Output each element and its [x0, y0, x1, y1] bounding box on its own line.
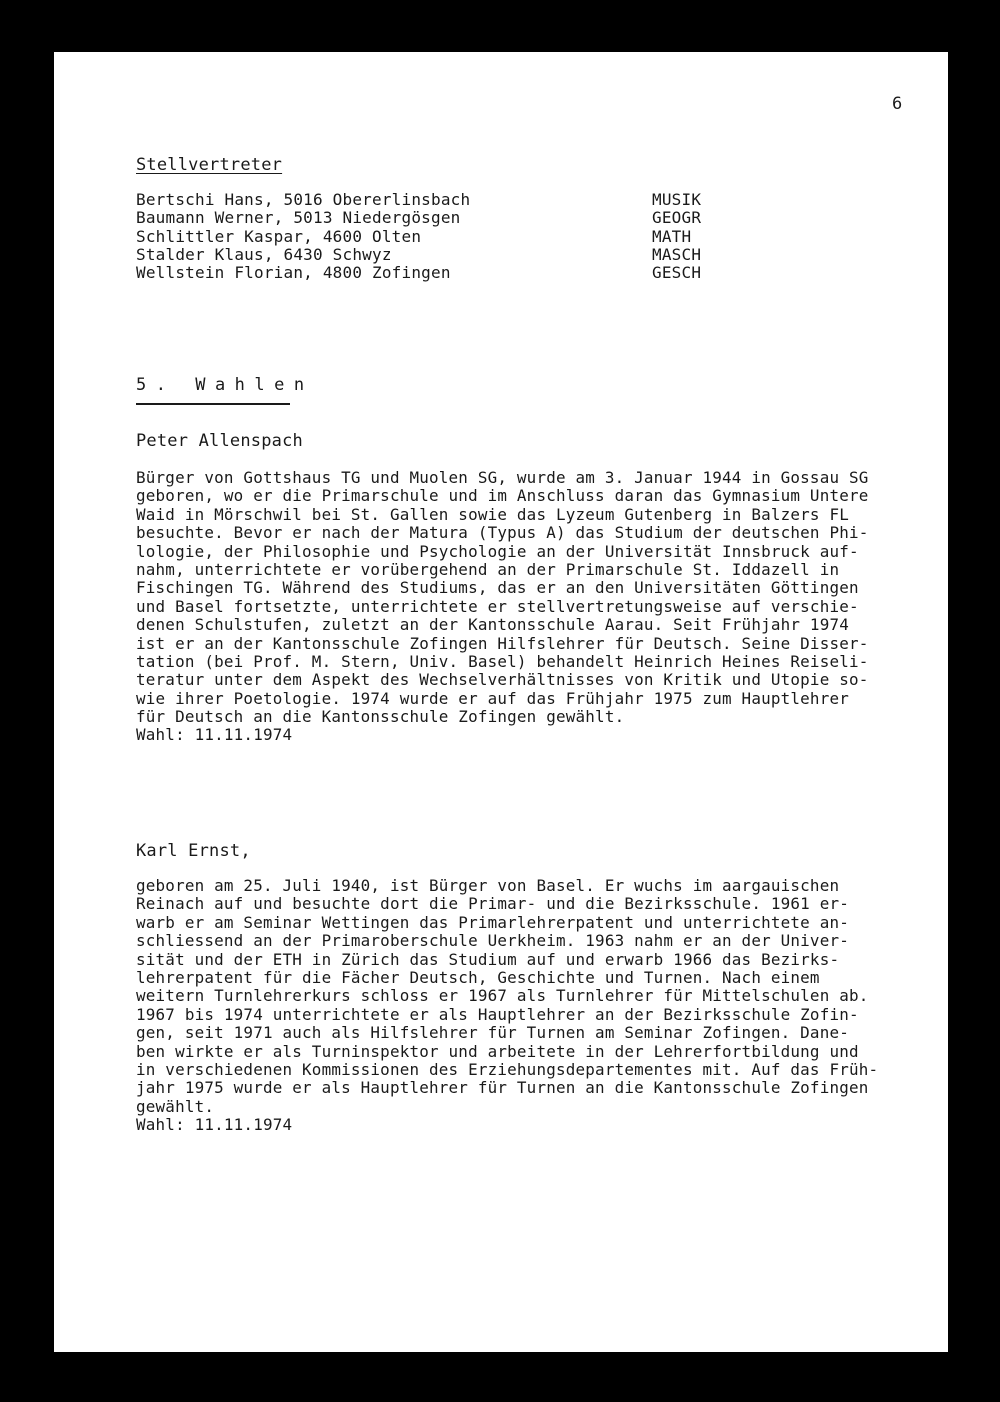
page-number: 6 [892, 94, 903, 114]
bio-line: weitern Turnlehrerkurs schloss er 1967 als Turnlehrer für Mittelschulen ab. [136, 986, 869, 1006]
bio-line: für Deutsch an die Kantonsschule Zofingen gewählt. [136, 707, 625, 727]
bio-line: Fischingen TG. Während des Studiums, das er an den Universitäten Göttingen [136, 578, 859, 598]
substitutes-list [136, 191, 736, 282]
election-date: Wahl: 11.11.1974 [136, 725, 293, 745]
bio-line: warb er am Seminar Wettingen das Primarlehrerpatent und unterrichtete an- [136, 912, 849, 932]
document-page [54, 52, 948, 1352]
person-name: Peter Allenspach [136, 431, 303, 451]
bio-line: Bürger von Gottshaus TG und Muolen SG, wurde am 3. Januar 1944 in Gossau SG [136, 468, 869, 487]
substitute-name: Wellstein Florian, 4800 Zofingen [136, 263, 451, 283]
bio-line: 1967 bis 1974 unterrichtete er als Hauptlehrer an der Bezirksschule Zofin- [136, 1004, 859, 1024]
bio-line: lologie, der Philosophie und Psychologie an der Universität Innsbruck auf- [136, 541, 859, 561]
substitutes-heading: Stellvertreter [136, 155, 283, 175]
bio-line: Reinach auf und besuchte dort die Primar- und die Bezirksschule. 1961 er- [136, 894, 849, 914]
substitute-name: Bertschi Hans, 5016 Obererlinsbach [136, 190, 471, 209]
substitute-name: Baumann Werner, 5013 Niedergösgen [136, 208, 461, 228]
bio-line: Waid in Mörschwil bei St. Gallen sowie das Lyzeum Gutenberg in Balzers FL [136, 504, 849, 524]
bio-line: in verschiedenen Kommissionen des Erziehungsdepartementes mit. Auf das Früh- [136, 1059, 879, 1079]
bio-line: denen Schulstufen, zuletzt an der Kantonsschule Aarau. Seit Frühjahr 1974 [136, 615, 849, 635]
bio-line: tation (bei Prof. M. Stern, Univ. Basel) behandelt Heinrich Heines Reiseli- [136, 651, 869, 671]
substitute-row [136, 191, 736, 209]
substitute-subject: GESCH [652, 263, 702, 283]
bio-line: ist er an der Kantonsschule Zofingen Hilfslehrer für Deutsch. Seine Disser- [136, 633, 869, 653]
bio-line: lehrerpatent für die Fächer Deutsch, Geschichte und Turnen. Nach einem [136, 967, 820, 987]
bio-line: ben wirkte er als Turninspektor und arbeitete in der Lehrerfortbildung und [136, 1041, 859, 1061]
bio-line: teratur unter dem Aspekt des Wechselverhältnisses von Kritik und Utopie so- [136, 670, 869, 690]
person-bio [136, 469, 916, 745]
substitute-subject: GEOGR [652, 208, 702, 228]
bio-line: schliessend an der Primaroberschule Uerkheim. 1963 nahm er an der Univer- [136, 931, 849, 951]
substitute-row [136, 209, 736, 227]
substitute-name: Schlittler Kaspar, 4600 Olten [136, 226, 422, 246]
election-date: Wahl: 11.11.1974 [136, 1115, 293, 1135]
bio-line: nahm, unterrichtete er vorübergehend an der Primarschule St. Iddazell in [136, 559, 840, 579]
section-title: 5. Wahlen [136, 375, 314, 395]
bio-line: jahr 1975 wurde er als Hauptlehrer für Turnen an die Kantonsschule Zofingen [136, 1078, 869, 1098]
bio-line: geboren am 25. Juli 1940, ist Bürger von Basel. Er wuchs im aargauischen [136, 876, 840, 895]
person-bio [136, 877, 916, 1134]
substitute-row [136, 264, 736, 282]
bio-line: gewählt. [136, 1096, 215, 1116]
substitute-name: Stalder Klaus, 6430 Schwyz [136, 244, 392, 264]
substitute-row [136, 228, 736, 246]
substitute-row [136, 246, 736, 264]
section-underline [136, 403, 290, 405]
bio-line: geboren, wo er die Primarschule und im Anschluss daran das Gymnasium Untere [136, 486, 869, 506]
bio-line: sität und der ETH in Zürich das Studium auf und erwarb 1966 das Bezirks- [136, 949, 840, 969]
substitute-subject: MUSIK [652, 190, 702, 209]
bio-line: und Basel fortsetzte, unterrichtete er stellvertretungsweise auf verschie- [136, 596, 859, 616]
bio-line: besuchte. Bevor er nach der Matura (Typus A) das Studium der deutschen Phi- [136, 523, 869, 543]
bio-line: wie ihrer Poetologie. 1974 wurde er auf das Frühjahr 1975 zum Hauptlehrer [136, 688, 849, 708]
bio-line: gen, seit 1971 auch als Hilfslehrer für Turnen am Seminar Zofingen. Dane- [136, 1023, 849, 1043]
substitute-subject: MATH [652, 226, 692, 246]
substitute-subject: MASCH [652, 244, 702, 264]
person-name: Karl Ernst, [136, 841, 251, 861]
